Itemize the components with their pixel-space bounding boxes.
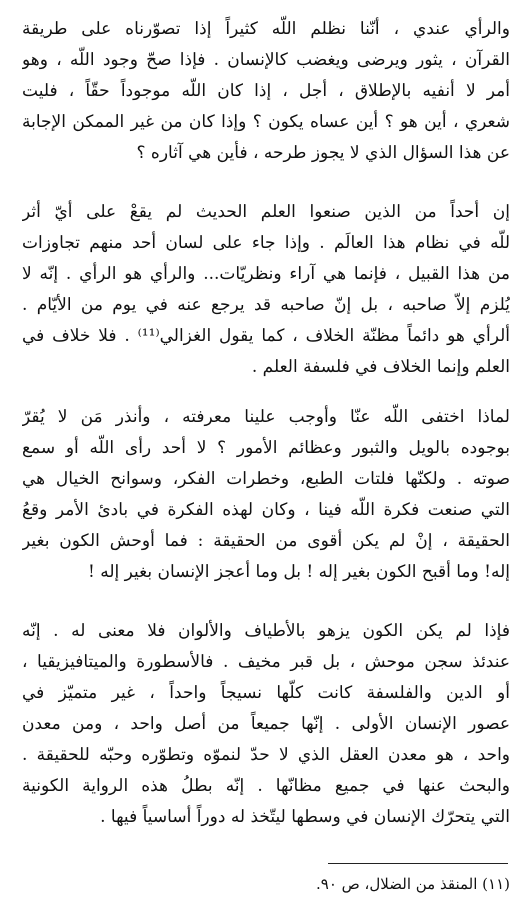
text-line: القرآن ، يثور ويرضى ويغضب كالإنسان . فإذا صحّ وجود اللّه ، وهو: [22, 50, 510, 70]
text-line: عن هذا السؤال الذي لا يجوز طرحه ، فأين هي آثاره ؟: [136, 143, 510, 163]
paragraph-4: [22, 616, 510, 833]
text-line: إن أحداً من الذين صنعوا العلم الحديث لم يقعْ على أيّ أثر: [22, 202, 510, 222]
text-line: والرأي عندي ، أنّنا نظلم اللّه كثيراً إذا تصوّرناه على طريقة: [22, 19, 510, 39]
text-line: بوجوده بالويل والثبور وعظائم الأمور ؟ لا أحد رأى اللّه أو سمع: [22, 438, 510, 458]
text-line: الحقيقة ، إنْ لم يكن أقوى من الحقيقة : فما أوحش الكون بغير: [22, 531, 510, 551]
text-line: شعري ، أين هو ؟ أين عساه يكون ؟ وإذا كان من غير الممكن الإجابة: [22, 112, 510, 132]
text-line: يُلزم إلاّ صاحبه ، بل إنّ صاحبه قد يرجع عنه في يوم من الأيّام .: [22, 295, 510, 315]
text-line: العلم وإنما الخلاف في فلسفة العلم .: [251, 357, 510, 377]
text-line: أو الدين والفلسفة كانت كلّها نسيجاً واحداً ، غير متميّز في: [22, 683, 510, 703]
footnote: (١١) المنقذ من الضلال، ص ٩٠.: [315, 875, 510, 893]
footnote-divider: [328, 863, 508, 864]
text-line: أمر لا أنفيه بالإطلاق ، أجل ، إذا كان اللّه موجوداً حقّاً ، فليت: [22, 81, 510, 101]
paragraph-3: [22, 402, 510, 588]
paragraph-2: [22, 197, 510, 383]
text-line: عصور الإنسان الأولى . إنّها جميعاً من أصل واحد ، ومن معدن: [22, 714, 510, 734]
text-line: واحد ، هو معدن العقل الذي لا حدّ لنموّه وتطوّره وحبّه للحقيقة .: [22, 745, 510, 765]
text-line: صوته . ولكنّها فلتات الطبع، وخطرات الفكر، وسوانح الخيال هي: [22, 469, 510, 489]
text-line: عندئذ سجن موحش ، بل قبر مخيف . فالأسطورة والميتافيزيقيا ،: [22, 652, 510, 672]
paragraph-1: [22, 14, 510, 169]
text-line: ألرأي هو دائماً مظنّة الخلاف ، كما يقول الغزالي⁽¹¹⁾ . فلا خلاف في: [22, 326, 510, 346]
text-line: للّه في نظام هذا العالَم . وإذا جاء على لسان أحد منهم تجاوزات: [22, 233, 510, 253]
text-line: إله! وما أقبح الكون بغير إله ! بل وما أعجز الإنسان بغير إله !: [88, 562, 510, 582]
text-line: التي يتحرّك الإنسان في وسطها ليتّخذ له دوراً أساسياً فيها .: [100, 807, 510, 827]
text-line: من هذا القبيل ، فإنما هي آراء ونظريّات... والرأي هو الرأي . إنّه لا: [22, 264, 510, 284]
text-line: لماذا اختفى اللّه عنّا وأوجب علينا معرفته ، وأنذر مَن لا يُقرّ: [22, 407, 510, 427]
text-line: فإذا لم يكن الكون يزهو بالأطياف والألوان فلا معنى له . إنّه: [22, 621, 510, 641]
text-line: والبحث عنها في جميع مظانّها . إنّه بطلُ هذه الرواية الكونية: [22, 776, 510, 796]
text-line: التي صنعت فكرة اللّه فينا ، وكان لهذه الفكرة في بادئ الأمر وقعُ: [22, 500, 510, 520]
